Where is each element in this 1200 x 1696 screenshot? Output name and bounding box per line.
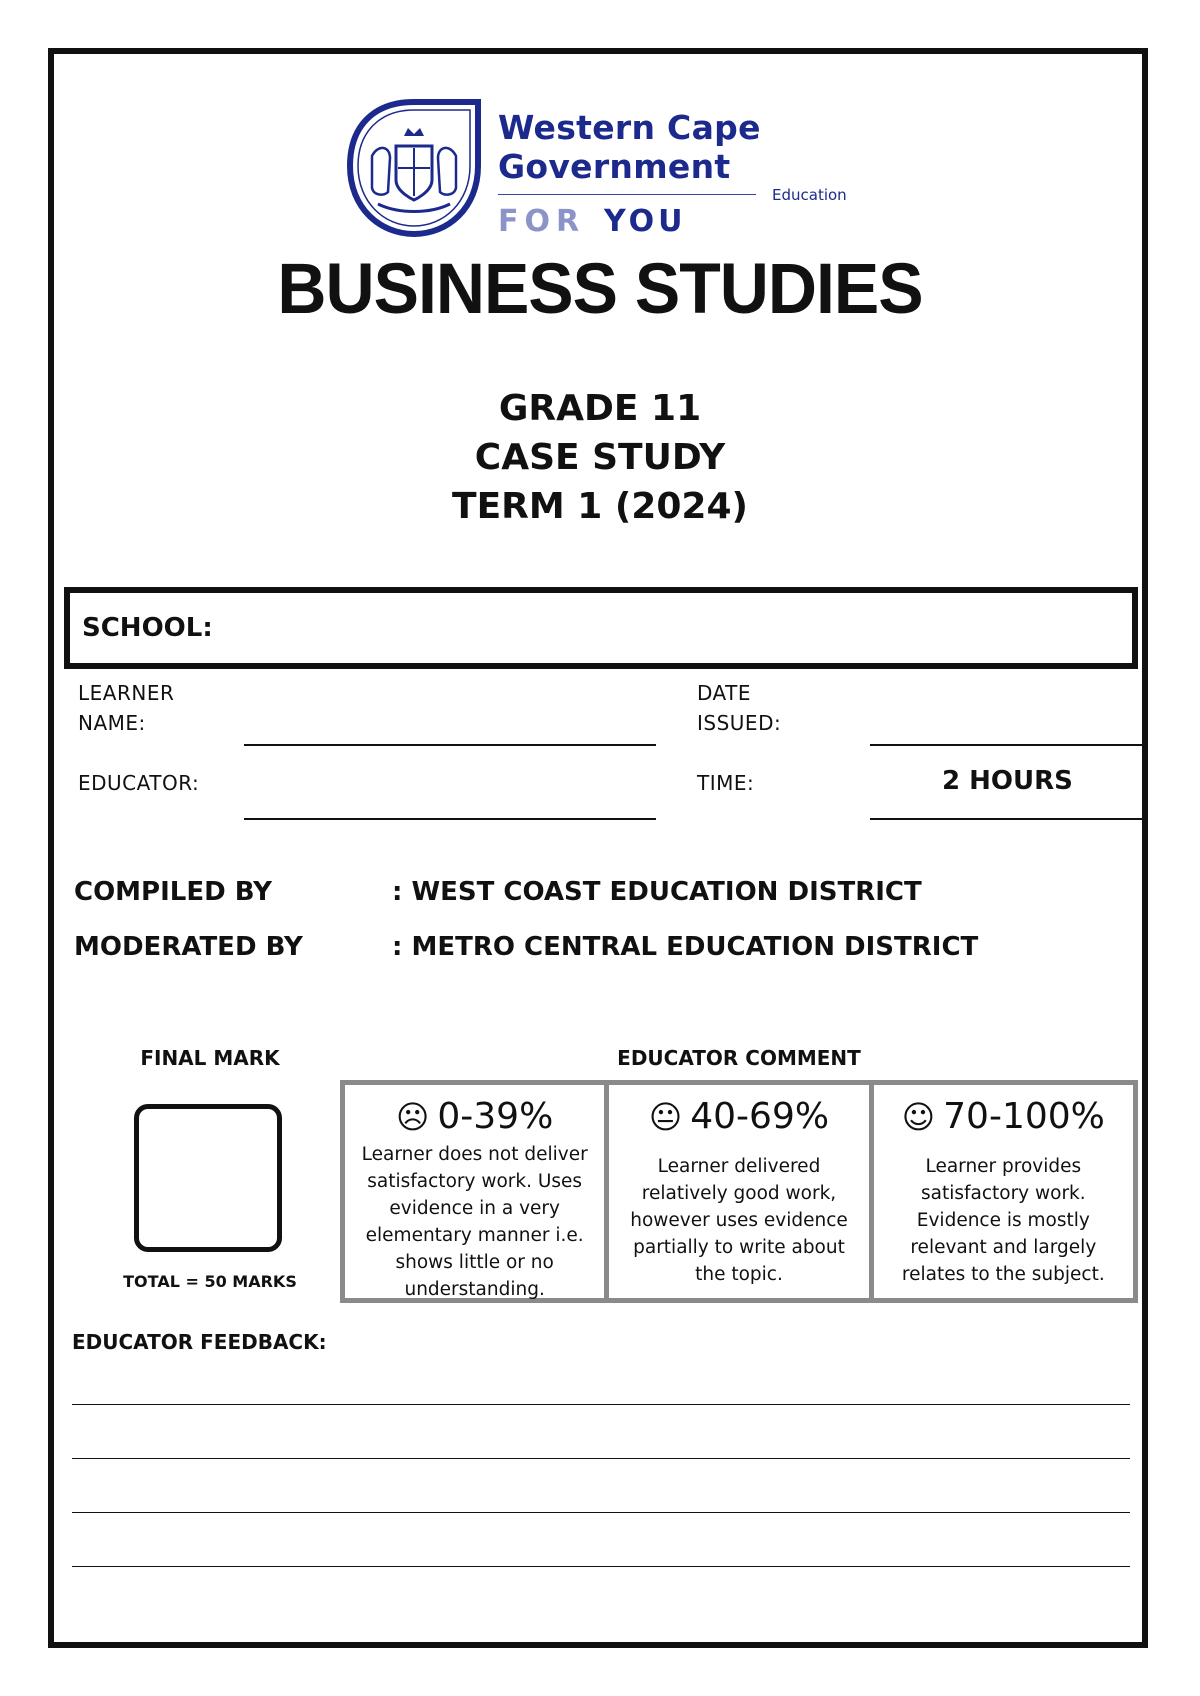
logo-tagline-you: YOU [604, 204, 687, 239]
subject-title: BUSINESS STUDIES [277, 249, 923, 329]
band-range: 70-100% [943, 1096, 1105, 1137]
smiley-face-icon: ☺ [901, 1098, 936, 1136]
feedback-line[interactable] [72, 1566, 1130, 1567]
school-label: SCHOOL: [82, 613, 213, 643]
total-marks-label: TOTAL = 50 MARKS [123, 1272, 297, 1291]
date-issued-label: DATE ISSUED: [697, 681, 782, 735]
school-field[interactable] [64, 587, 1138, 669]
logo-line-2: Government [498, 147, 731, 186]
time-value: 2 HOURS [942, 766, 1073, 796]
educator-label: EDUCATOR: [78, 771, 200, 795]
feedback-line[interactable] [72, 1512, 1130, 1513]
moderated-by-label: MODERATED BY [74, 932, 303, 962]
logo-department: Education [772, 186, 847, 204]
educator-comment-table [340, 1080, 1138, 1303]
grade-heading: GRADE 11 [498, 388, 702, 429]
comment-band-high[interactable] [874, 1085, 1133, 1298]
comment-band-mid[interactable] [609, 1085, 873, 1298]
feedback-line[interactable] [72, 1404, 1130, 1405]
compiled-by-label: COMPILED BY [74, 877, 272, 907]
band-description: Learner delivered relatively good work, however uses evidence partially to write about the topic. [630, 1156, 848, 1285]
feedback-line[interactable] [72, 1458, 1130, 1459]
logo-tagline-for: FOR [498, 204, 586, 239]
date-issued-line[interactable] [870, 744, 1142, 746]
final-mark-label: FINAL MARK [140, 1046, 280, 1070]
band-description: Learner does not deliver satisfactory work. Uses evidence in a very elementary manner i.e. shows little or no understanding. [361, 1144, 588, 1300]
band-range: 40-69% [690, 1096, 830, 1137]
educator-feedback-label: EDUCATOR FEEDBACK: [72, 1330, 327, 1354]
sad-face-icon: ☹ [396, 1098, 430, 1136]
learner-name-line[interactable] [244, 744, 656, 746]
time-label: TIME: [697, 771, 755, 795]
compiled-by-value: : WEST COAST EDUCATION DISTRICT [392, 877, 922, 907]
western-cape-crest-icon [344, 96, 484, 240]
logo-divider [498, 194, 756, 195]
term-heading: TERM 1 (2024) [452, 486, 748, 527]
time-line [870, 818, 1142, 820]
band-description: Learner provides satisfactory work. Evidence is mostly relevant and largely relates to the subject. [901, 1156, 1105, 1285]
neutral-face-icon: 😐 [648, 1098, 683, 1136]
logo-line-1: Western Cape [498, 108, 761, 147]
band-range: 0-39% [437, 1096, 554, 1137]
assessment-type-heading: CASE STUDY [474, 437, 726, 478]
educator-line[interactable] [244, 818, 656, 820]
final-mark-box[interactable] [134, 1104, 282, 1252]
educator-comment-label: EDUCATOR COMMENT [617, 1046, 861, 1070]
learner-name-label: LEARNER NAME: [78, 681, 175, 735]
comment-band-low[interactable] [345, 1085, 609, 1298]
moderated-by-value: : METRO CENTRAL EDUCATION DISTRICT [392, 932, 979, 962]
